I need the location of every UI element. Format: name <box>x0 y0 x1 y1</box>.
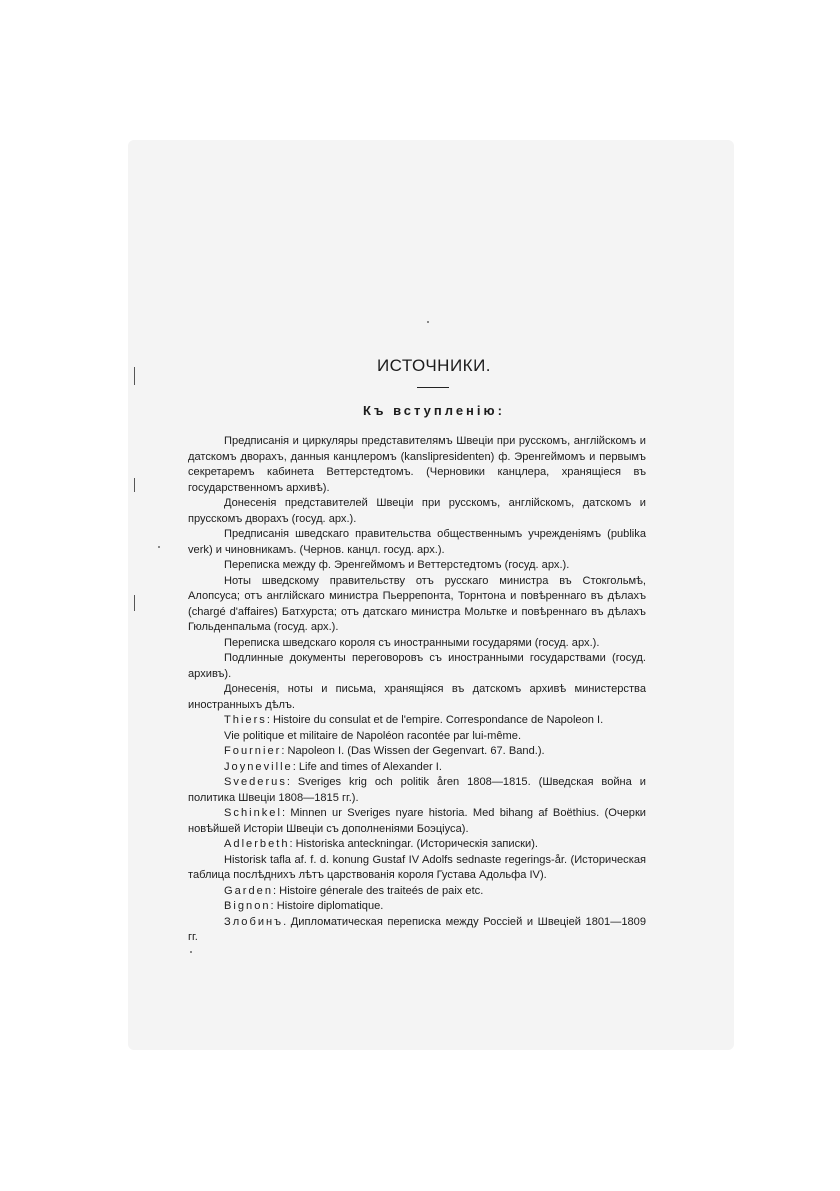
source-entry: Подлинные документы переговоровъ съ иностранными государствами (госуд. архивъ). <box>188 652 646 680</box>
source-entry: Переписка шведскаго короля съ иностранными государями (госуд. арх.). <box>224 636 600 649</box>
source-entry: Предписанiя шведскаго правительства общественнымъ учрежденiямъ (publika verk) и чиновникамъ. (Чернов. канцл. госуд. арх.). <box>188 528 646 556</box>
margin-mark <box>134 595 135 611</box>
margin-mark <box>134 478 135 492</box>
source-entry: Schinkel: Minnen ur Sveriges nyare historia. Med bihang af Boëthius. (Очерки новѣйшей Исторiи Швецiи съ дополненiями Боэцiуса). <box>188 807 646 835</box>
source-entry: Historisk tafla af. f. d. konung Gustaf IV Adolfs sednaste regerings-år. (Историческая таблица послѣднихъ лѣтъ царствованiя короля Густава Адольфа IV). <box>188 853 646 881</box>
source-entry: Thiers: Histoire du consulat et de l'empire. Correspondance de Napoleon I. <box>224 714 604 726</box>
source-entry: Fournier: Napoleon I. (Das Wissen der Gegenvart. 67. Band.). <box>224 745 545 757</box>
source-entry: Joyneville: Life and times of Alexander I. <box>224 760 442 773</box>
source-entry: Донесенiя, ноты и письма, хранящiяся въ датскомъ архивѣ министерства иностранныхъ дѣлъ. <box>188 683 646 711</box>
page-title: ИСТОЧНИКИ. <box>376 356 492 375</box>
speck <box>190 951 192 953</box>
section-heading: Къ вступленiю: <box>363 403 505 418</box>
source-entry: Переписка между ф. Эренгеймомъ и Веттерстедтомъ (госуд. арх.). <box>224 559 570 571</box>
speck <box>158 546 160 548</box>
speck <box>427 321 429 323</box>
source-entry: Vie politique et militaire de Napoléon racontée par lui-même. <box>224 729 522 742</box>
title-rule <box>417 387 449 388</box>
source-entry: Svederus: Sveriges krig och politik åren 1808—1815. (Шведская война и политика Швецiи 1808—1815 гг.). <box>188 776 646 804</box>
source-entry: Предписанiя и циркуляры представителямъ Швецiи при русскомъ, англiйскомъ и датскомъ дворахъ, данныя канцлеромъ (kanslipresidenten) ф. Эренгеймомъ и первымъ секретаремъ кабинета Веттерстедтомъ. (Черновики канцлера, хранящiеся въ государственномъ архивѣ). <box>188 435 646 494</box>
source-entry: Adlerbeth: Historiska anteckningar. (Историческiя записки). <box>224 838 538 850</box>
source-entry: Злобинъ. Дипломатическая переписка между Россiей и Швецiей 1801—1809 гг. <box>188 915 646 943</box>
source-entry: Донесенiя представителей Швецiи при русскомъ, англiйскомъ, датскомъ и прусскомъ дворахъ (госуд. арх.). <box>188 497 646 525</box>
source-entry: Bignon: Histoire diplomatique. <box>224 900 384 912</box>
source-entry: Garden: Histoire génerale des traiteés de paix etc. <box>224 884 484 897</box>
source-list <box>188 434 646 946</box>
source-entry: Ноты шведскому правительству отъ русскаго министра въ Стокгольмѣ, Алопсуса; отъ англiйскаго министра Пьеррепонта, Торнтона и повѣреннаго въ дѣлахъ (chargé d'affaires) Батхурста; отъ датскаго министра Мольтке и повѣреннаго въ дѣлахъ Гюльденпальма (госуд. арх.). <box>188 574 646 633</box>
